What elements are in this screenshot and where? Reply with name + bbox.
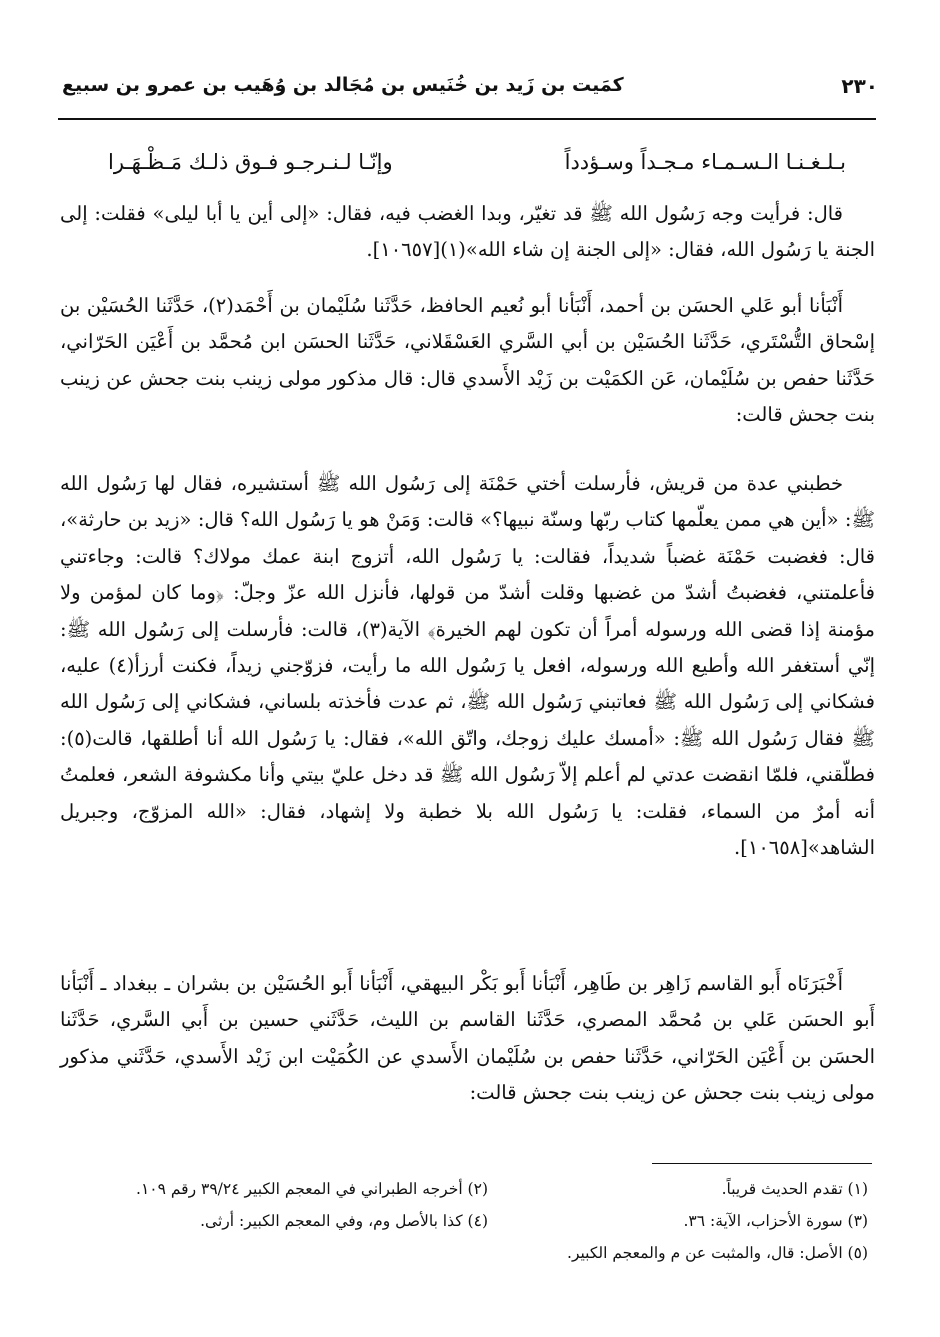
- paragraph-text: خطبني عدة من قريش، فأرسلت أختي حَمْنَة إلى رَسُول الله ﷺ أستشيره، فقال لها رَسُول الله ﷺ: «أين هي ممن يعلّمها كتاب ربّها وسنّة نبيها؟» قالت: وَمَنْ هو يا رَسُول الله؟ قال: «زيد بن حارثة»، قال: فغضبت حَمْنَة غضباً شديداً، فقالت: يا رَسُول الله، أتزوج ابنة عمك مولاك؟ قالت: وجاءتني فأعلمتني، فغضبتُ أشدّ من غضبها وقلت أشدّ من قولها، فأنزل الله عزّ وجلّ: ﴿وما كان لمؤمن ولا مؤمنة إذا قضى الله ورسوله أمراً أن تكون لهم الخيرة﴾ الآية(٣)، قالت: فأرسلت إلى رَسُول الله ﷺ: إنّي أستغفر الله وأطيع الله ورسوله، افعل يا رَسُول الله ما رأيت، فزوّجني زيداً، فكنت أرزأ(٤) عليه، فشكاني إلى رَسُول الله ﷺ فعاتبني رَسُول الله ﷺ، ثم عدت فأخذته بلساني، فشكاني إلى رَسُول الله ﷺ فقال رَسُول الله ﷺ: «أمسك عليك زوجك، واتّق الله»، فقال: يا رَسُول الله أنا أطلقها، قالت(٥): فطلّقني، فلمّا انقضت عدتي لم أعلم إلاّ رَسُول الله ﷺ قد دخل عليّ بيتي وأنا مكشوفة الشعر، فعلمتُ أنه أمرٌ من السماء، فقلت: يا رَسُول الله بلا خطبة ولا إشهاد، فقال: «الله المزوّج، وجبريل الشاهد»[١٠٦٥٨].: [60, 472, 876, 860]
- poetry-verse: [60, 150, 876, 190]
- page-number: ٢٣٠: [841, 74, 878, 98]
- paragraph-text: قال: فرأيت وجه رَسُول الله ﷺ قد تغيّر، وبدا الغضب فيه، فقال: «إلى أين يا أبا ليلى» فقلت: إلى الجنة يا رَسُول الله، فقال: «إلى الجنة إن شاء الله»(١)[١٠٦٥٧].: [60, 202, 875, 262]
- verse-hemistich-first: بـلـغـنـا الـسـمـاء مـجـداً وسـؤدداً: [564, 150, 846, 174]
- header-divider: [58, 118, 876, 120]
- running-title: كمَيت بن زَيد بن خُنَيس بن مُجَالد بن وُهَيب بن عمرو بن سبيع: [62, 74, 624, 96]
- verse-hemistich-second: وإنّـا لـنـرجـو فـوق ذلـك مَـظْـهَـرا: [108, 150, 393, 174]
- paragraph-text: أَخْبَرَنَاه أَبو القاسم زَاهِر بن طَاهِر، أَنْبَأنا أَبو بَكْر البيهقي، أَنْبَأنا أَبو الحُسَيْن بن بشران ـ ببغداد ـ أَنْبَأنا أَبو الحسَن عَلي بن مُحمَّد المصري، حَدَّثَنا القاسم بن الليث، حَدَّثَني حسين بن أَبي السَّري، حَدَّثَنا الحسَن بن أَعْيَن الحَرّاني، حَدَّثَنا حفص بن سُلَيْمان الأَسدي عن الكُمَيْت ابن زَيْد الأَسدي، حَدَّثَني مذكور مولى زينب بنت جحش عن زينب بنت جحش قالت:: [60, 972, 875, 1105]
- footnote-1: (١) تقدم الحديث قريباً.: [721, 1180, 868, 1198]
- footnote-2: (٢) أخرجه الطبراني في المعجم الكبير ٣٩/٢٤ رقم ١٠٩.: [136, 1180, 488, 1198]
- paragraph-isnad-1: [60, 288, 875, 434]
- footnote-5: (٥) الأصل: قال، والمثبت عن م والمعجم الكبير.: [567, 1244, 868, 1262]
- footnote-divider: [652, 1163, 872, 1164]
- paragraph-isnad-2: [60, 966, 875, 1112]
- footnote-4: (٤) كذا بالأصل وم، وفي المعجم الكبير: أرثى.: [200, 1212, 488, 1230]
- footnote-3: (٣) سورة الأحزاب، الآية: ٣٦.: [683, 1212, 868, 1230]
- paragraph-hadith-2: [60, 466, 875, 866]
- paragraph-hadith-1: [60, 196, 875, 269]
- paragraph-text: أَنْبَأنا أبو عَلي الحسَن بن أحمد، أَنْبَأنا أبو نُعيم الحافظ، حَدَّثَنا سُلَيْمان بن أَحْمَد(٢)، حَدَّثَنا الحُسَيْن بن إسْحاق التُّسْتَري، حَدَّثَنا الحُسَيْن بن أبي السَّري العَسْقَلاني، حَدَّثَنا الحسَن ابن مُحمَّد بن أَعْيَن الحَرّاني، حَدَّثَنا حفص بن سُلَيْمان، عَن الكمَيْت بن زَيْد الأَسدي قال: قال مذكور مولى زينب بنت جحش عن زينب بنت جحش قالت:: [60, 294, 875, 427]
